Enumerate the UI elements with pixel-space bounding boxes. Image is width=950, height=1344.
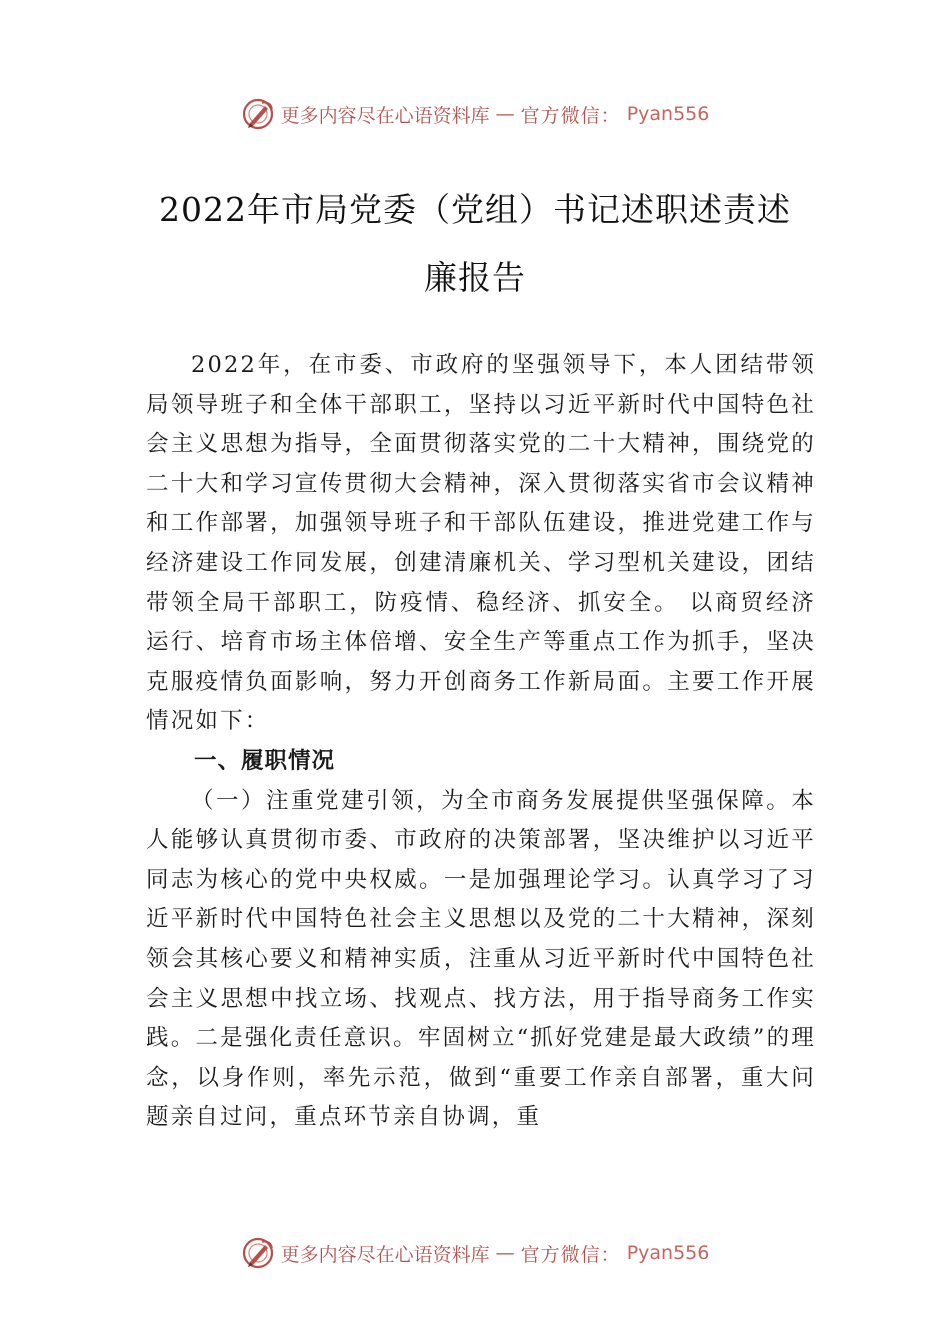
document-title-line2: 廉报告 [424,258,526,297]
watermark-wechat-label: 官方微信： [520,104,621,127]
watermark-wechat-id: Pyan556 [626,103,710,125]
watermark-header [0,94,950,134]
document-title-line1: 2022年市局党委（党组）书记述职述责述 [159,190,791,229]
section-paragraph: （一）注重党建引领，为全市商务发展提供坚强保障。本人能够认真贯彻市委、市政府的决策部署，坚决维护以习近平同志为核心的党中央权威。一是加强理论学习。认真学习了习近平新时代中国特色社会主义思想以及党的二十大精神，深刻领会其核心要义和精神实质，注重从习近平新时代中国特色社会主义思想中找立场、找观点、找方法，用于指导商务工作实践。二是强化责任意识。牢固树立“抓好党建是最大政绩”的理念，以身作则，率先示范，做到“重要工作亲自部署，重大问题亲自过问，重点环节亲自协调，重 [146,787,816,1131]
intro-paragraph: 2022年，在市委、市政府的坚强领导下，本人团结带领局领导班子和全体干部职工，坚持以习近平新时代中国特色社会主义思想为指导，全面贯彻落实党的二十大精神，围绕党的二十大和学习宣传贯彻大会精神，深入贯彻落实省市会议精神和工作部署，加强领导班子和干部队伍建设，推进党建工作与经济建设工作同发展，创建清廉机关、学习型机关建设，团结带领全局干部职工，防疫情、稳经济、抓安全。 以商贸经济运行、培育市场主体倍增、安全生产等重点工作为抓手，坚决克服疫情负面影响，努力开创商务工作新局面。主要工作开展情况如下： [146,352,816,735]
watermark-footer [0,1233,950,1273]
watermark-dash: — [495,103,515,125]
section-heading: 一、履职情况 [194,747,336,774]
pen-logo-icon [241,97,275,131]
watermark-wechat-label: 官方微信： [520,1243,621,1266]
document-body [146,346,816,1138]
watermark-site-name: 更多内容尽在心语资料库 [280,1243,490,1266]
pen-logo-icon [241,1236,275,1270]
watermark-wechat-id: Pyan556 [626,1242,710,1264]
watermark-dash: — [495,1242,515,1264]
watermark-site-name: 更多内容尽在心语资料库 [280,104,490,127]
